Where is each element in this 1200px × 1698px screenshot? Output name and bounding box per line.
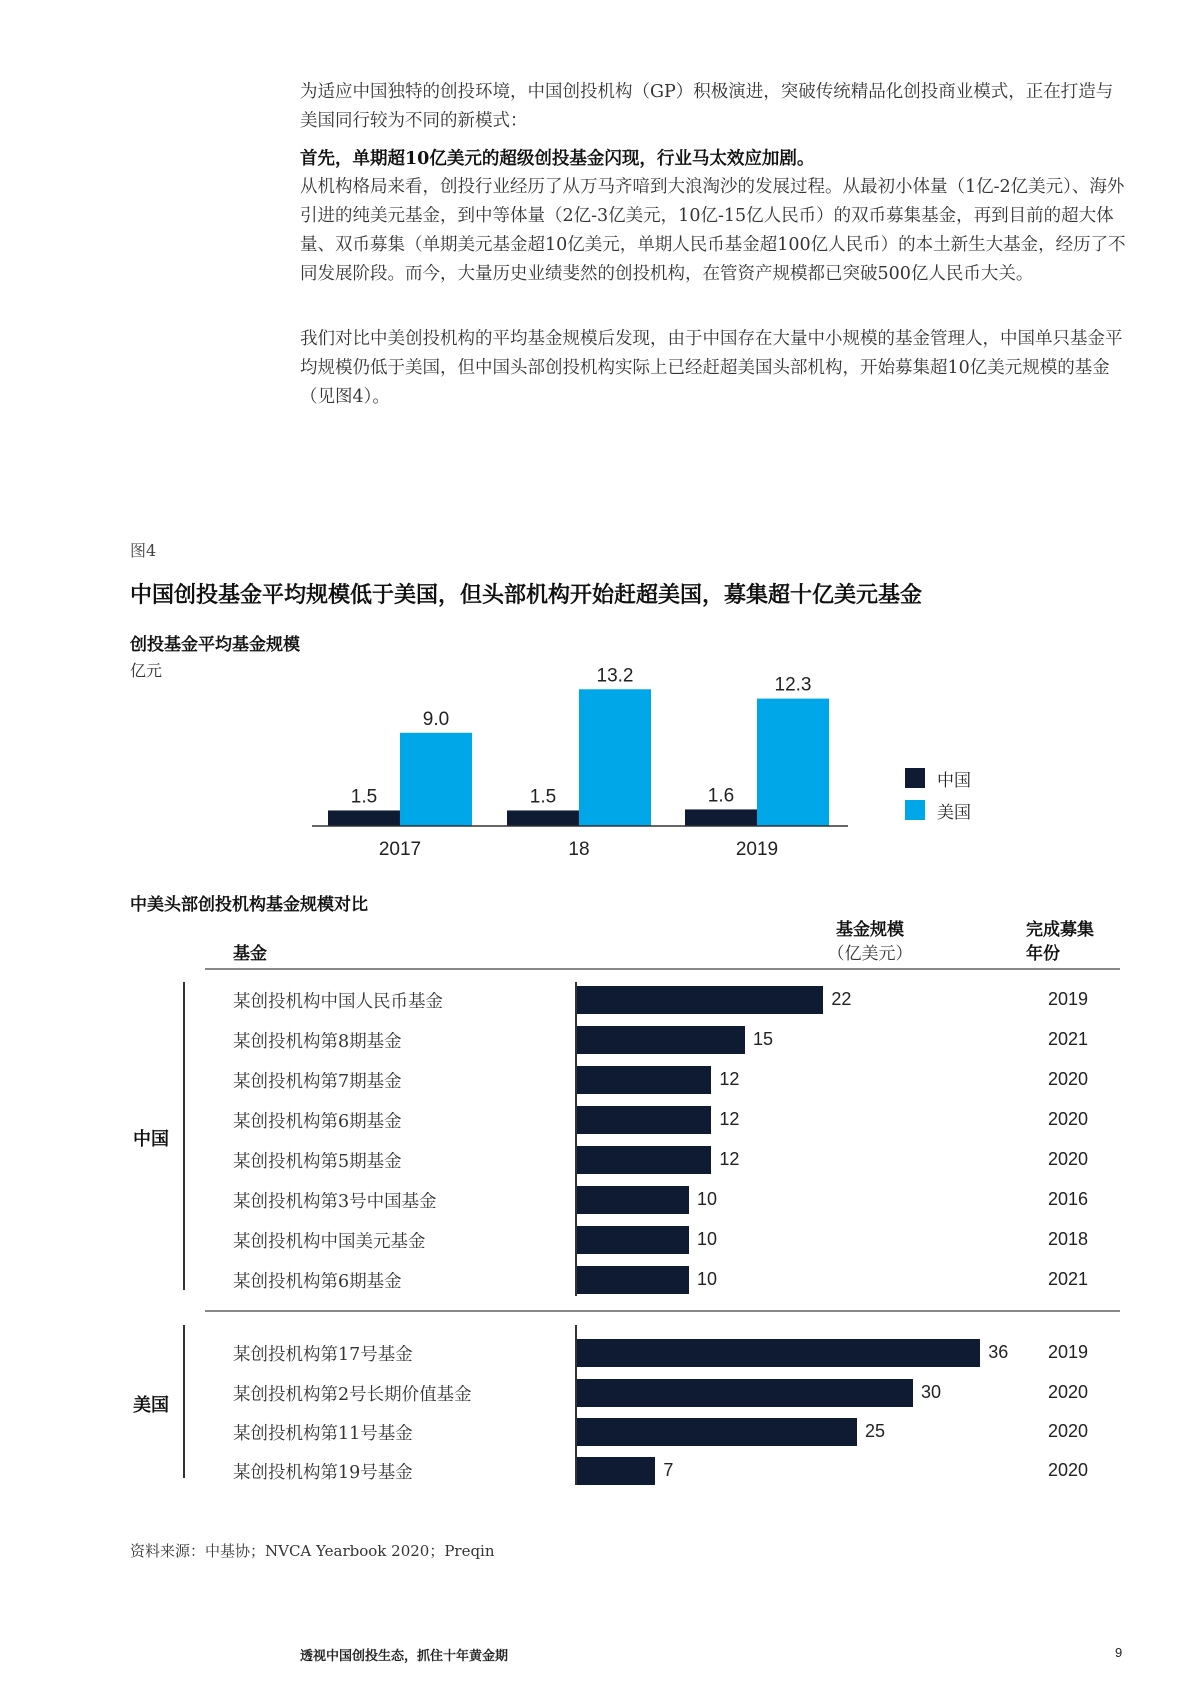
bar-china-18 bbox=[507, 810, 579, 826]
bar-usa-2017 bbox=[400, 733, 472, 826]
fund-size-bar bbox=[577, 1266, 689, 1294]
figure-title: 中国创投基金平均规模低于美国，但头部机构开始赶超美国，募集超十亿美元基金 bbox=[130, 582, 923, 608]
fund-size-bar bbox=[577, 1379, 913, 1407]
figure-label: 图4 bbox=[130, 541, 157, 560]
fund-name: 某创投机构第7期基金 bbox=[233, 1072, 402, 1092]
x-tick-label-18: 18 bbox=[568, 839, 590, 860]
bar-usa-2019 bbox=[757, 699, 829, 826]
fund-name: 某创投机构第6期基金 bbox=[233, 1272, 402, 1292]
fund-size-value: 12 bbox=[719, 1149, 740, 1169]
fund-name: 某创投机构第5期基金 bbox=[233, 1152, 402, 1172]
fund-name: 某创投机构第8期基金 bbox=[233, 1032, 402, 1052]
fund-year: 2020 bbox=[1048, 1069, 1089, 1089]
source-note: 资料来源：中基协；NVCA Yearbook 2020；Preqin bbox=[130, 1542, 495, 1560]
fund-name: 某创投机构第19号基金 bbox=[233, 1463, 413, 1483]
bar-label-china-18: 1.5 bbox=[529, 786, 557, 808]
fund-year: 2020 bbox=[1048, 1109, 1089, 1129]
legend-label-usa: 美国 bbox=[937, 802, 971, 823]
fund-name: 某创投机构第6期基金 bbox=[233, 1112, 402, 1132]
fund-year: 2021 bbox=[1048, 1029, 1089, 1049]
fund-size-value: 10 bbox=[697, 1229, 718, 1249]
fund-size-value: 36 bbox=[988, 1342, 1009, 1362]
legend-item-usa bbox=[905, 794, 971, 826]
header-fund: 基金 bbox=[233, 944, 267, 964]
fund-name: 某创投机构第2号长期价值基金 bbox=[233, 1385, 472, 1405]
chart1-title: 创投基金平均基金规模 bbox=[130, 635, 300, 655]
x-tick-label-2017: 2017 bbox=[378, 839, 422, 860]
group-label-usa: 美国 bbox=[133, 1395, 169, 1416]
fund-year: 2018 bbox=[1048, 1229, 1089, 1249]
fund-size-value: 7 bbox=[663, 1460, 674, 1480]
fund-year: 2019 bbox=[1048, 989, 1089, 1009]
fund-size-bar bbox=[577, 1457, 655, 1485]
fund-size-value: 10 bbox=[697, 1189, 718, 1209]
fund-size-bar bbox=[577, 1146, 711, 1174]
history-paragraph: 从机构格局来看，创投行业经历了从万马齐喑到大浪淘沙的发展过程。从最初小体量（1亿-2亿美元）、海外引进的纯美元基金，到中等体量（2亿-3亿美元，10亿-15亿人民币）的双币募集基金，再到目前的超大体量、双币募集（单期美元基金超10亿美元，单期人民币基金超100亿人民币）的本土新生大基金，经历了不同发展阶段。而今，大量历史业绩斐然的创投机构，在管资产规模都已突破500亿人民币大关。 bbox=[300, 177, 1126, 284]
fund-size-bar bbox=[577, 1106, 711, 1134]
fund-size-value: 12 bbox=[719, 1109, 740, 1129]
bar-china-2017 bbox=[328, 810, 400, 826]
fund-size-value: 12 bbox=[719, 1069, 740, 1089]
bar-china-2019 bbox=[685, 809, 757, 826]
header-year-label-2: 年份 bbox=[1026, 944, 1060, 964]
fund-size-value: 25 bbox=[865, 1421, 886, 1441]
fund-year: 2019 bbox=[1048, 1342, 1089, 1362]
fund-year: 2020 bbox=[1048, 1382, 1089, 1402]
header-year-label: 完成募集 bbox=[1026, 920, 1094, 940]
header-size bbox=[815, 918, 925, 966]
chart1-unit: 亿元 bbox=[130, 661, 163, 680]
intro-paragraph: 为适应中国独特的创投环境，中国创投机构（GP）积极演进，突破传统精品化创投商业模式，正在打造与美国同行较为不同的新模式： bbox=[300, 82, 1114, 131]
bar-label-china-2019: 1.6 bbox=[707, 785, 735, 807]
legend-swatch-usa bbox=[905, 800, 925, 820]
fund-size-value: 30 bbox=[921, 1382, 942, 1402]
fund-size-bar bbox=[577, 986, 823, 1014]
fund-size-value: 10 bbox=[697, 1269, 718, 1289]
bar-label-usa-18: 13.2 bbox=[596, 665, 634, 687]
header-divider bbox=[205, 968, 1120, 970]
bar-usa-18 bbox=[579, 689, 651, 826]
chart2-title: 中美头部创投机构基金规模对比 bbox=[130, 895, 368, 915]
china-bracket-line bbox=[183, 982, 185, 1290]
page-number: 9 bbox=[1115, 1645, 1123, 1660]
legend-label-china: 中国 bbox=[937, 770, 971, 791]
legend-item-china bbox=[905, 762, 971, 794]
fund-size-bar bbox=[577, 1418, 857, 1446]
bar-label-usa-2019: 12.3 bbox=[774, 674, 812, 696]
header-year bbox=[1026, 918, 1094, 966]
header-size-unit: （亿美元） bbox=[827, 944, 913, 964]
fund-year: 2020 bbox=[1048, 1421, 1089, 1441]
bar-label-china-2017: 1.5 bbox=[350, 786, 378, 808]
fund-size-bar bbox=[577, 1339, 980, 1367]
legend-swatch-china bbox=[905, 768, 925, 788]
x-tick-label-2019: 2019 bbox=[735, 839, 779, 860]
usa-bracket-line bbox=[183, 1325, 185, 1478]
footer-title: 透视中国创投生态，抓住十年黄金期 bbox=[300, 1649, 509, 1664]
group-label-china: 中国 bbox=[133, 1129, 169, 1150]
fund-year: 2016 bbox=[1048, 1189, 1089, 1209]
fund-name: 某创投机构中国美元基金 bbox=[233, 1232, 426, 1252]
fund-year: 2021 bbox=[1048, 1269, 1089, 1289]
fund-name: 某创投机构第3号中国基金 bbox=[233, 1192, 437, 1212]
fund-size-bar bbox=[577, 1226, 689, 1254]
fund-size-bar bbox=[577, 1026, 745, 1054]
fund-size-bar bbox=[577, 1066, 711, 1094]
group-divider bbox=[205, 1310, 1120, 1312]
fund-name: 某创投机构第11号基金 bbox=[233, 1424, 413, 1444]
fund-size-value: 22 bbox=[831, 989, 852, 1009]
fund-name: 某创投机构第17号基金 bbox=[233, 1345, 413, 1365]
key-point-heading: 首先，单期超10亿美元的超级创投基金闪现，行业马太效应加剧。 bbox=[300, 149, 815, 169]
fund-name: 某创投机构中国人民币基金 bbox=[233, 992, 443, 1012]
comparison-paragraph: 我们对比中美创投机构的平均基金规模后发现，由于中国存在大量中小规模的基金管理人，中国单只基金平均规模仍低于美国，但中国头部创投机构实际上已经赶超美国头部机构，开始募集超10亿美元规模的基金（见图4）。 bbox=[300, 329, 1123, 407]
fund-year: 2020 bbox=[1048, 1149, 1089, 1169]
fund-size-bar bbox=[577, 1186, 689, 1214]
bar-label-usa-2017: 9.0 bbox=[422, 708, 450, 730]
header-size-label: 基金规模 bbox=[836, 920, 904, 940]
fund-year: 2020 bbox=[1048, 1460, 1089, 1480]
chart1-legend bbox=[905, 762, 971, 826]
fund-size-value: 15 bbox=[753, 1029, 774, 1049]
